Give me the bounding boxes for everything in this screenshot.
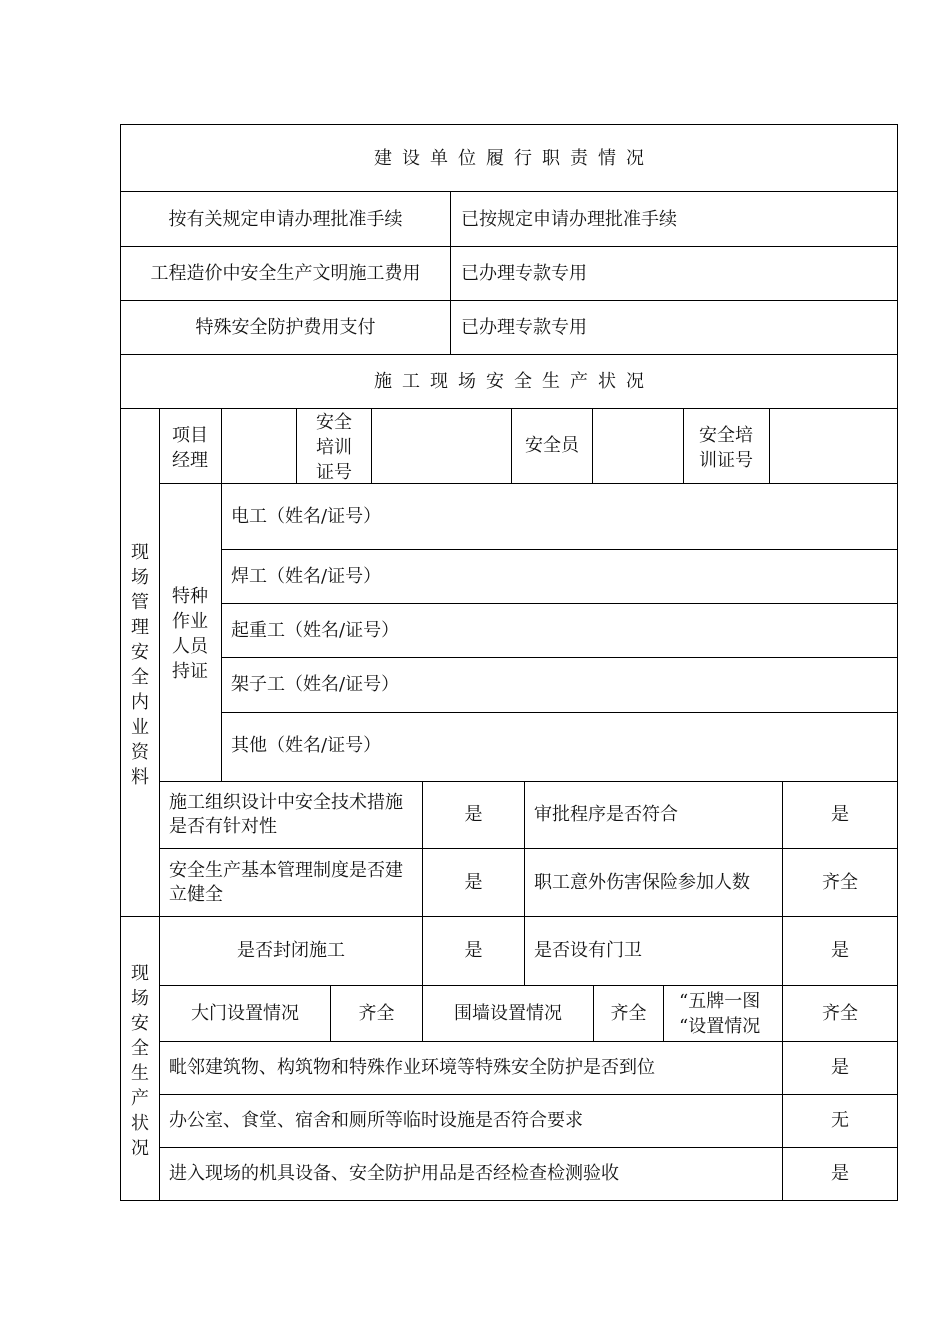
rule: [683, 408, 684, 483]
training-cert-label: 安全培训证号: [316, 412, 352, 483]
guard-question: 是否设有门卫: [534, 940, 642, 961]
rule: [120, 408, 898, 409]
check-answer: 是: [464, 804, 483, 825]
site-answer: 是: [831, 1163, 849, 1184]
rule: [120, 191, 898, 192]
section-title-site: 施工现场安全生产状况: [374, 371, 654, 392]
duty-label: 按有关规定申请办理批准手续: [168, 209, 403, 230]
rule: [221, 408, 222, 781]
check-question: 安全生产基本管理制度是否建立健全: [169, 860, 403, 905]
rule: [221, 712, 898, 713]
special-op-item: 起重工（姓名/证号）: [231, 620, 400, 641]
rule: [120, 246, 898, 247]
rule-top: [120, 124, 898, 125]
rule: [120, 300, 898, 301]
officer-training-cert-label: 安全培训证号: [699, 425, 753, 471]
guard-answer: 是: [831, 940, 849, 961]
wall-label: 围墙设置情况: [454, 1003, 562, 1024]
site-answer: 无: [831, 1110, 849, 1131]
special-op-item: 其他（姓名/证号）: [231, 735, 382, 756]
special-op-item: 架子工（姓名/证号）: [231, 674, 400, 695]
duty-value: 已办理专款专用: [461, 263, 587, 284]
gate-value: 齐全: [358, 1003, 395, 1024]
rule: [221, 657, 898, 658]
rule: [782, 781, 783, 1200]
board-label-line-2: “设置情况: [679, 1016, 761, 1037]
board-label-line-1: “五牌一图: [679, 991, 761, 1012]
wall-value: 齐全: [610, 1003, 647, 1024]
check-question: 职工意外伤害保险参加人数: [534, 872, 750, 893]
site-question: 办公室、食堂、宿舍和厕所等临时设施是否符合要求: [169, 1110, 583, 1131]
rule-right: [897, 124, 898, 1201]
closed-answer: 是: [464, 940, 483, 961]
rule: [159, 483, 898, 484]
site-answer: 是: [831, 1057, 849, 1078]
rule-bottom: [120, 1200, 898, 1201]
rule: [663, 985, 664, 1041]
rule: [159, 1147, 898, 1148]
site-status-side-label: 现场安全生产状况: [131, 963, 149, 1159]
check-answer: 是: [831, 804, 849, 825]
rule: [296, 408, 297, 483]
rule: [159, 408, 160, 1200]
rule: [221, 603, 898, 604]
board-value: 齐全: [822, 1003, 858, 1024]
closed-question: 是否封闭施工: [237, 940, 345, 961]
special-op-item: 电工（姓名/证号）: [231, 506, 382, 527]
rule: [159, 985, 898, 986]
site-question: 毗邻建筑物、构筑物和特殊作业环境等特殊安全防护是否到位: [169, 1057, 655, 1078]
duty-label: 特殊安全防护费用支付: [195, 317, 376, 338]
rule: [120, 354, 898, 355]
rule: [450, 191, 451, 354]
check-answer: 齐全: [822, 872, 858, 893]
rule: [769, 408, 770, 483]
rule: [159, 1094, 898, 1095]
internal-data-side-label: 现场管理安全内业资料: [131, 542, 149, 788]
duty-value: 已办理专款专用: [461, 317, 587, 338]
site-question: 进入现场的机具设备、安全防护用品是否经检查检测验收: [169, 1163, 619, 1184]
special-op-item: 焊工（姓名/证号）: [231, 566, 382, 587]
section-title-duty: 建设单位履行职责情况: [374, 148, 654, 169]
check-question: 审批程序是否符合: [534, 804, 678, 825]
rule-left: [120, 124, 121, 1201]
check-question: 施工组织设计中安全技术措施是否有针对性: [169, 792, 403, 837]
safety-officer-label: 安全员: [525, 435, 579, 456]
duty-value: 已按规定申请办理批准手续: [461, 209, 677, 230]
rule: [371, 408, 372, 483]
duty-label: 工程造价中安全生产文明施工费用: [150, 263, 421, 284]
rule: [592, 408, 593, 483]
special-ops-label: 特种作业人员持证: [172, 586, 208, 682]
rule: [221, 549, 898, 550]
rule: [159, 848, 898, 849]
rule: [524, 781, 525, 985]
project-manager-label: 项目经理: [172, 425, 208, 471]
gate-label: 大门设置情况: [191, 1003, 299, 1024]
check-answer: 是: [464, 872, 483, 893]
rule: [159, 781, 898, 782]
rule: [159, 1041, 898, 1042]
